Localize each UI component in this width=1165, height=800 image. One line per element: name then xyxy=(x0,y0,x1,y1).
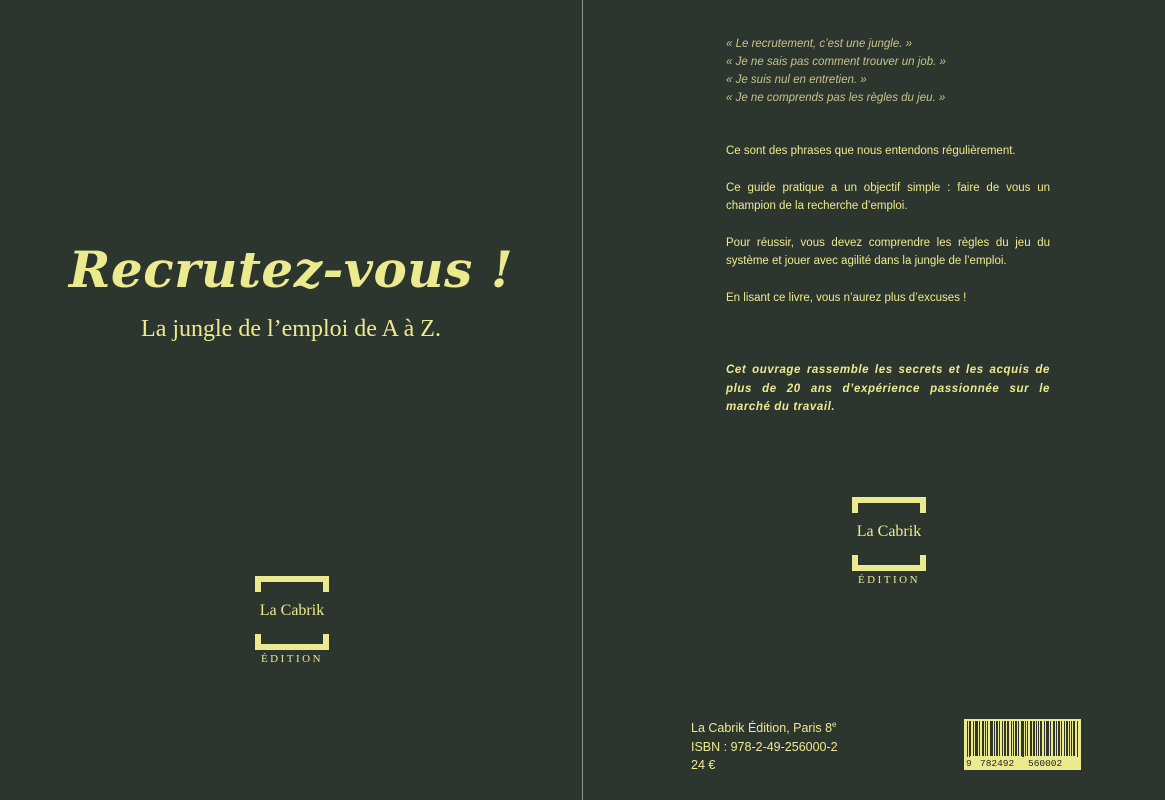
quote-item: « Je suis nul en entretien. » xyxy=(726,74,867,86)
quote-item: « Je ne sais pas comment trouver un job. » xyxy=(726,56,946,68)
publication-info xyxy=(691,716,911,775)
barcode xyxy=(964,719,1081,770)
barcode-left-group: 782492 xyxy=(980,758,1015,769)
publisher-text: La Cabrik Édition, Paris 8 xyxy=(691,721,833,736)
publisher-logo xyxy=(852,497,926,589)
blurb-paragraph: Pour réussir, vous devez comprendre les règles du jeu du système et jouer avec agilité dans la jungle de l’emploi. xyxy=(726,236,1050,267)
logo-subtitle: ÉDITION xyxy=(260,653,324,665)
blurb-text xyxy=(726,142,1050,325)
barcode-right-group: 560002 xyxy=(1028,758,1063,769)
isbn: ISBN : 978-2-49-256000-2 xyxy=(691,739,838,754)
publisher-line xyxy=(691,716,911,738)
logo-subtitle: ÉDITION xyxy=(857,574,921,586)
logo-bracket-bottom-icon xyxy=(255,634,329,650)
logo-bracket-top-icon xyxy=(852,497,926,513)
quote-item: « Je ne comprends pas les règles du jeu. » xyxy=(726,92,946,104)
barcode-bars-icon xyxy=(964,719,1081,759)
back-cover xyxy=(583,0,1165,800)
publisher-sup: e xyxy=(832,720,837,729)
logo-bracket-top-icon xyxy=(255,576,329,592)
barcode-digits xyxy=(964,757,1081,770)
logo-bracket-bottom-icon xyxy=(852,555,926,571)
front-cover xyxy=(0,0,582,800)
barcode-first-digit: 9 xyxy=(966,758,972,769)
blurb-highlight: Cet ouvrage rassemble les secrets et les acquis de plus de 20 ans d’expérience passionnée sur le marché du travail. xyxy=(726,364,1050,413)
quote-item: « Le recrutement, c’est une jungle. » xyxy=(726,38,913,50)
logo-name: La Cabrik xyxy=(856,523,922,540)
logo-name: La Cabrik xyxy=(259,602,325,619)
publisher-logo xyxy=(255,576,329,668)
quote-list xyxy=(726,35,1056,107)
blurb-paragraph: En lisant ce livre, vous n’aurez plus d’excuses ! xyxy=(726,291,967,304)
blurb-paragraph: Ce guide pratique a un objectif simple : faire de vous un champion de la recherche d’emploi. xyxy=(726,181,1050,212)
blurb-paragraph: Ce sont des phrases que nous entendons régulièrement. xyxy=(726,145,1016,157)
price: 24 € xyxy=(691,758,716,773)
book-subtitle: La jungle de l’emploi de A à Z. xyxy=(141,316,441,342)
book-title: Recrutez-vous ! xyxy=(68,240,514,299)
